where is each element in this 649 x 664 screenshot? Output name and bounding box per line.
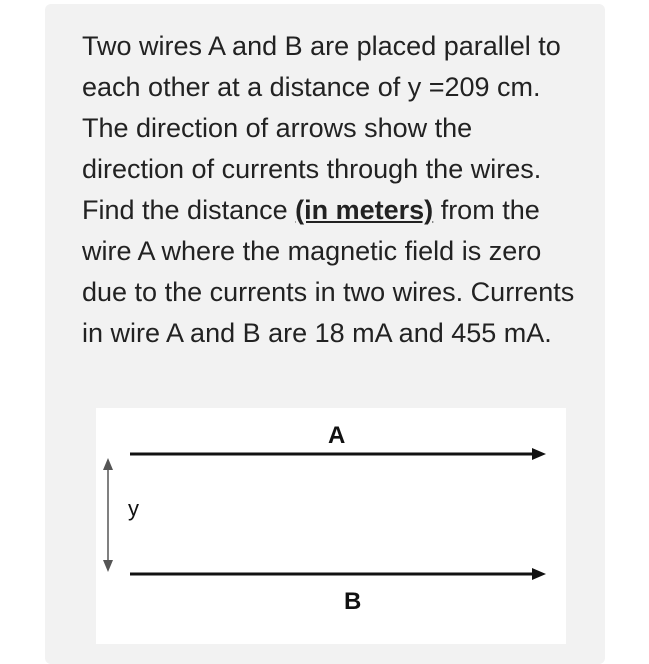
- distance-arrow-up: [103, 458, 113, 470]
- wire-a-arrowhead: [532, 448, 546, 460]
- question-text: [82, 26, 577, 354]
- question-text-part1: Two wires A and B are placed parallel to each other at a distance of y =209 cm. The direction of arrows show the direction of currents through the wires. Find the distance: [82, 31, 561, 225]
- distance-label: y: [128, 496, 139, 521]
- question-text-part2: from the wire A where the magnetic field is zero due to the currents in two wires. Currents in wire A and B are 18 mA and 455 mA.: [82, 195, 575, 348]
- units-emphasis: (in meters): [295, 195, 434, 225]
- wires-diagram: [96, 408, 566, 644]
- wire-b-label: B: [344, 588, 362, 615]
- distance-arrow-down: [103, 560, 113, 572]
- wire-a-label: A: [328, 422, 346, 449]
- wire-b-arrowhead: [532, 568, 546, 580]
